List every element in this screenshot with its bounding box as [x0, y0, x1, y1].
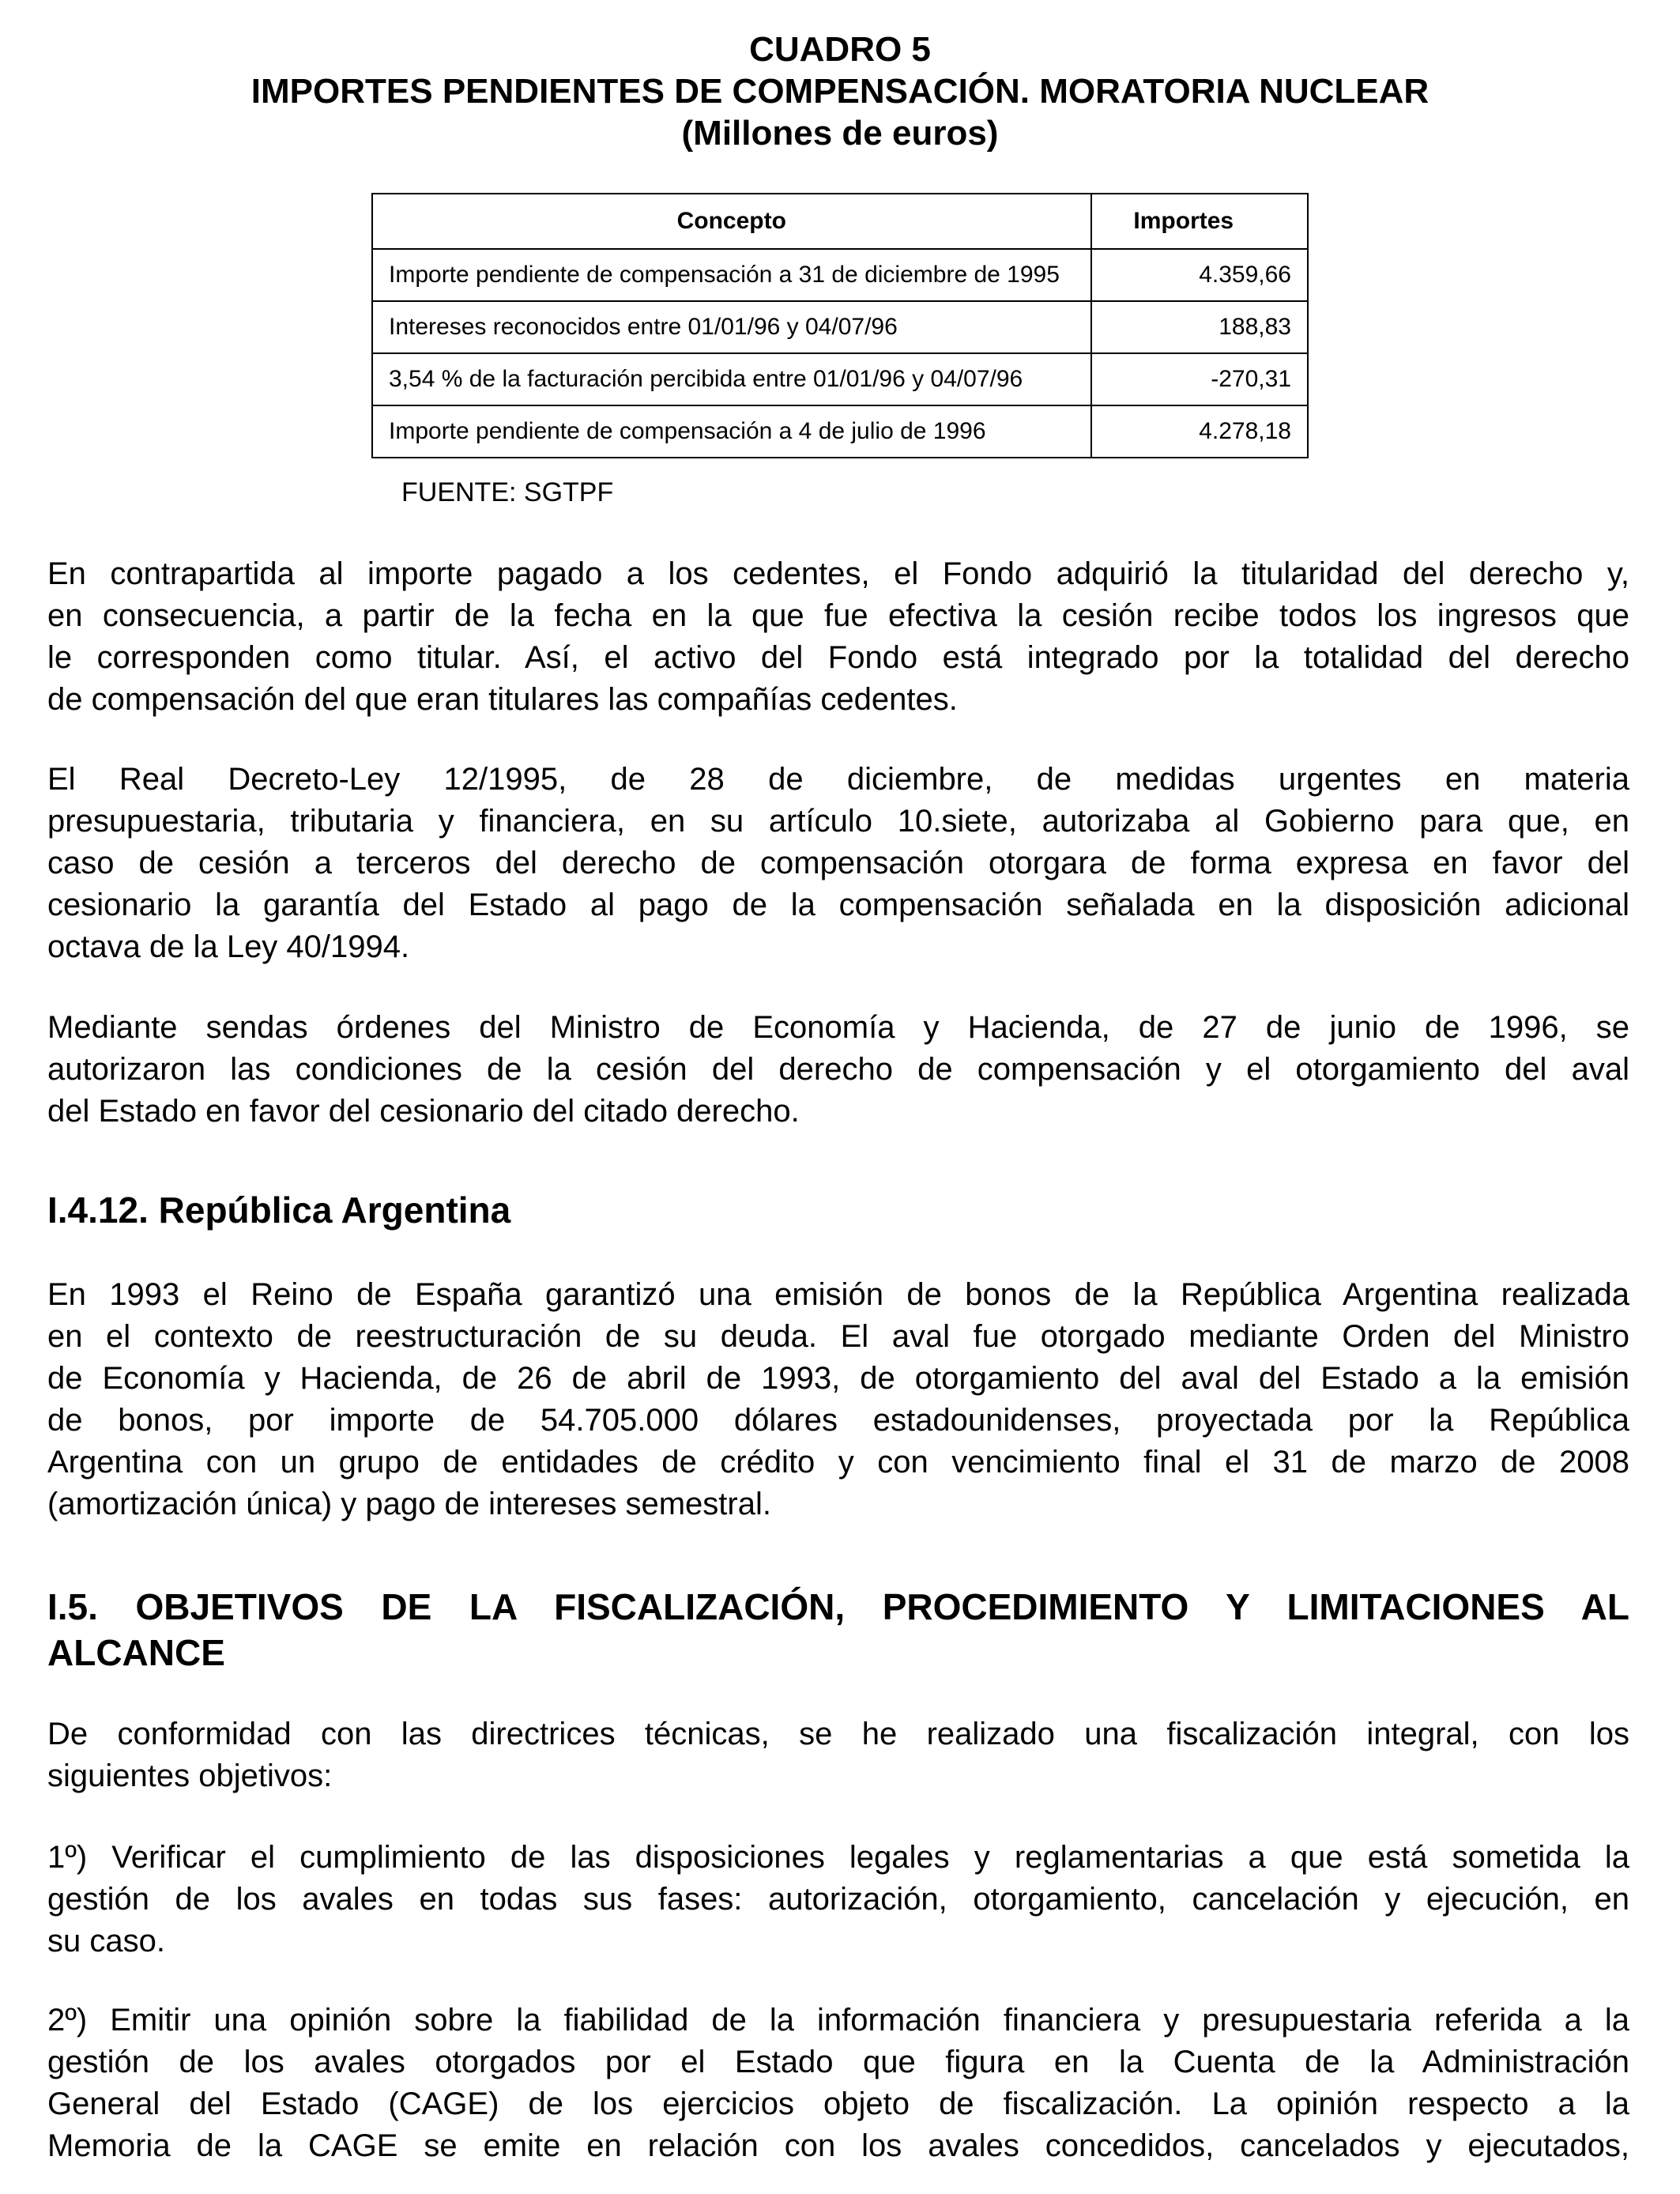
section-heading-argentina: I.4.12. República Argentina	[47, 1189, 511, 1231]
table-row	[372, 301, 1308, 353]
table-number: CUADRO 5	[749, 30, 931, 69]
paragraph-line: autorizaron las condiciones de la cesión del derecho de compensación y el otorgamiento del aval	[47, 1052, 1629, 1087]
heading-line: ALCANCE	[47, 1632, 225, 1673]
table-row	[372, 405, 1308, 458]
paragraph-line: le corresponden como titular. Así, el activo del Fondo está integrado por la totalidad del derecho	[47, 640, 1629, 675]
header-concepto: Concepto	[372, 194, 1091, 249]
paragraph-4	[47, 1274, 1629, 1525]
table-caption	[0, 28, 1680, 154]
paragraph-line: presupuestaria, tributaria y financiera, en su artículo 10.siete, autorizaba al Gobierno para que, en	[47, 804, 1629, 839]
paragraph-line: Argentina con un grupo de entidades de crédito y con vencimiento final el 31 de marzo de 2008	[47, 1445, 1629, 1480]
paragraph-line: En 1993 el Reino de España garantizó una emisión de bonos de la República Argentina realizada	[47, 1277, 1629, 1312]
table-row	[372, 249, 1308, 301]
paragraph-line: El Real Decreto-Ley 12/1995, de 28 de diciembre, de medidas urgentes en materia	[47, 762, 1629, 797]
table-source: FUENTE: SGTPF	[401, 477, 614, 507]
paragraph-line: 1º) Verificar el cumplimiento de las disposiciones legales y reglamentarias a que está sometida la	[47, 1840, 1629, 1875]
paragraph-line: octava de la Ley 40/1994.	[47, 929, 410, 964]
table-units: (Millones de euros)	[681, 114, 999, 153]
paragraph-line: siguientes objetivos:	[47, 1759, 333, 1793]
table-header-row	[372, 194, 1308, 249]
cell-concepto: 3,54 % de la facturación percibida entre 01/01/96 y 04/07/96	[372, 353, 1091, 405]
paragraph-line: de bonos, por importe de 54.705.000 dólares estadounidenses, proyectada por la República	[47, 1403, 1629, 1438]
paragraph-line: (amortización única) y pago de intereses semestral.	[47, 1487, 771, 1521]
paragraph-line: de Economía y Hacienda, de 26 de abril de 1993, de otorgamiento del aval del Estado a la emisión	[47, 1361, 1629, 1396]
paragraph-line: del Estado en favor del cesionario del citado derecho.	[47, 1094, 800, 1129]
paragraph-line: de compensación del que eran titulares las compañías cedentes.	[47, 682, 958, 717]
paragraph-line: Memoria de la CAGE se emite en relación con los avales concedidos, cancelados y ejecutados,	[47, 2128, 1629, 2163]
paragraph-line: su caso.	[47, 1924, 165, 1958]
paragraph-line: cesionario la garantía del Estado al pago de la compensación señalada en la disposición adicional	[47, 888, 1629, 922]
paragraph-line: en consecuencia, a partir de la fecha en la que fue efectiva la cesión recibe todos los ingresos que	[47, 598, 1629, 633]
paragraph-line: gestión de los avales otorgados por el Estado que figura en la Cuenta de la Administración	[47, 2045, 1629, 2079]
paragraph-line: caso de cesión a terceros del derecho de compensación otorgara de forma expresa en favor del	[47, 846, 1629, 880]
cell-concepto: Importe pendiente de compensación a 31 de diciembre de 1995	[372, 249, 1091, 301]
paragraph-5	[47, 1713, 1629, 1797]
cell-importe: -270,31	[1091, 353, 1308, 405]
cell-importe: 4.359,66	[1091, 249, 1308, 301]
paragraph-3	[47, 1007, 1629, 1133]
paragraph-line: 2º) Emitir una opinión sobre la fiabilidad de la información financiera y presupuestaria referida a la	[47, 2003, 1629, 2038]
paragraph-1	[47, 553, 1629, 721]
paragraph-2	[47, 759, 1629, 968]
paragraph-line: General del Estado (CAGE) de los ejercicios objeto de fiscalización. La opinión respecto a la	[47, 2087, 1629, 2121]
paragraph-line: Mediante sendas órdenes del Ministro de Economía y Hacienda, de 27 de junio de 1996, se	[47, 1010, 1629, 1045]
paragraph-line: De conformidad con las directrices técnicas, se he realizado una fiscalización integral, con los	[47, 1717, 1629, 1751]
compensation-table	[371, 193, 1309, 458]
section-heading-objetivos	[47, 1584, 1629, 1676]
table-row	[372, 353, 1308, 405]
paragraph-line: gestión de los avales en todas sus fases: autorización, otorgamiento, cancelación y ejecución, en	[47, 1882, 1629, 1917]
cell-concepto: Importe pendiente de compensación a 4 de julio de 1996	[372, 405, 1091, 458]
cell-importe: 4.278,18	[1091, 405, 1308, 458]
heading-line: I.5. OBJETIVOS DE LA FISCALIZACIÓN, PROCEDIMIENTO Y LIMITACIONES AL	[47, 1586, 1629, 1627]
header-importes: Importes	[1091, 194, 1308, 249]
paragraph-line: En contrapartida al importe pagado a los cedentes, el Fondo adquirió la titularidad del derecho y,	[47, 556, 1629, 591]
table-title: IMPORTES PENDIENTES DE COMPENSACIÓN. MORATORIA NUCLEAR	[250, 72, 1430, 111]
paragraph-6	[47, 1837, 1629, 1962]
cell-concepto: Intereses reconocidos entre 01/01/96 y 04/07/96	[372, 301, 1091, 353]
cell-importe: 188,83	[1091, 301, 1308, 353]
paragraph-line: en el contexto de reestructuración de su deuda. El aval fue otorgado mediante Orden del Ministro	[47, 1319, 1629, 1354]
paragraph-7	[47, 2000, 1629, 2167]
